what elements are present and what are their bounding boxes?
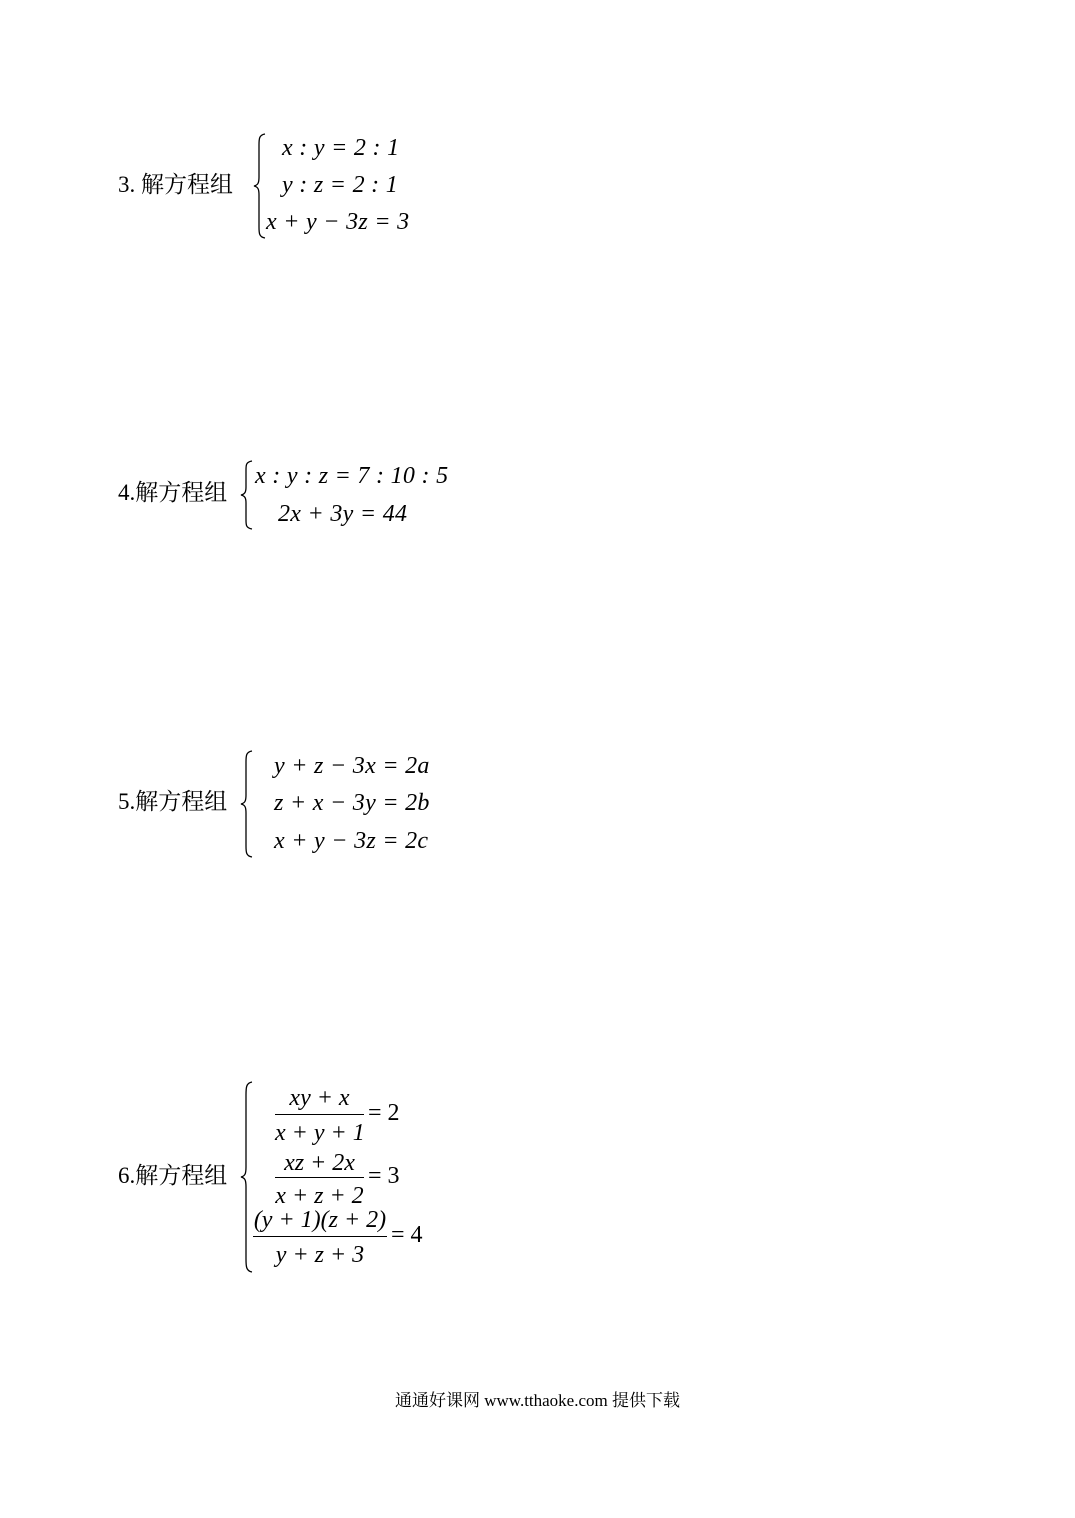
equation-line: x : y : z = 7 : 10 : 5 bbox=[255, 463, 449, 489]
equation-line: x : y = 2 : 1 bbox=[282, 135, 400, 161]
equation-line: x + y − 3z = 2c bbox=[274, 828, 429, 854]
problem-label: 6.解方程组 bbox=[118, 1163, 228, 1188]
fraction-denominator: y + z + 3 bbox=[275, 1242, 365, 1268]
left-brace-icon bbox=[240, 460, 254, 530]
equation-line: y + z − 3x = 2a bbox=[274, 753, 430, 779]
fraction-numerator: (y + 1)(z + 2) bbox=[253, 1207, 387, 1233]
fraction-rhs: = 2 bbox=[368, 1100, 400, 1126]
fraction-bar bbox=[253, 1236, 387, 1237]
equation-line: z + x − 3y = 2b bbox=[274, 790, 430, 816]
fraction-numerator: xy + x bbox=[289, 1085, 350, 1111]
fraction-denominator: x + z + 2 bbox=[275, 1183, 364, 1209]
fraction bbox=[253, 1208, 387, 1270]
problem-label: 5.解方程组 bbox=[118, 789, 228, 814]
problem-label: 3. 解方程组 bbox=[118, 172, 233, 197]
equation-line: 2x + 3y = 44 bbox=[278, 501, 408, 527]
fraction-denominator: x + y + 1 bbox=[275, 1120, 365, 1146]
left-brace-icon bbox=[253, 133, 267, 239]
fraction-rhs: = 4 bbox=[391, 1222, 423, 1248]
page-footer: 通通好课网 www.tthaoke.com 提供下载 bbox=[394, 1391, 681, 1410]
problem-label: 4.解方程组 bbox=[118, 480, 228, 505]
fraction-bar bbox=[275, 1177, 364, 1178]
left-brace-icon bbox=[240, 750, 254, 858]
equation-line: x + y − 3z = 3 bbox=[266, 209, 410, 235]
fraction-rhs: = 3 bbox=[368, 1163, 400, 1189]
fraction bbox=[275, 1151, 364, 1211]
fraction-numerator: xz + 2x bbox=[284, 1150, 355, 1176]
equation-line: y : z = 2 : 1 bbox=[282, 172, 399, 198]
fraction-bar bbox=[275, 1114, 364, 1115]
fraction bbox=[275, 1086, 364, 1146]
left-brace-icon bbox=[240, 1081, 254, 1273]
